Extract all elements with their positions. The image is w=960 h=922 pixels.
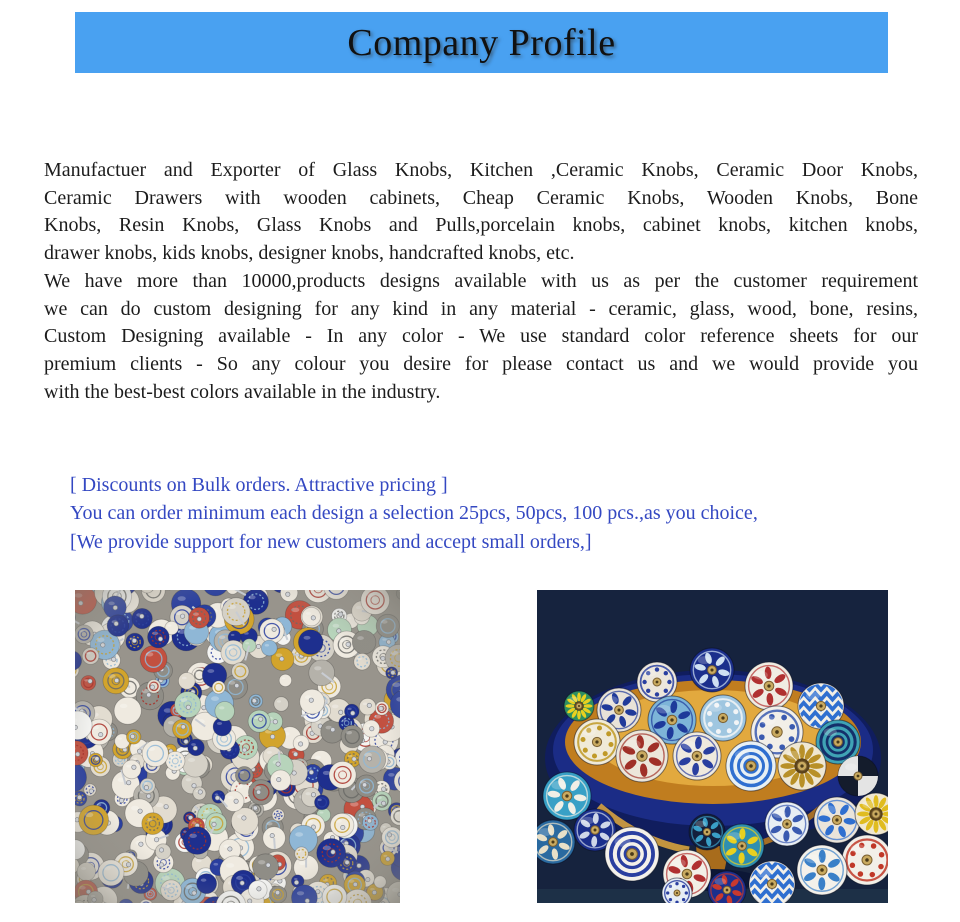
description-line: Knobs, Resin Knobs, Glass Knobs and Pulls,porcelain knobs, cabinet knobs, kitchen knobs, [44, 214, 918, 237]
description-line: We have more than 10000,products designs available with us as per the customer requirement [44, 269, 918, 292]
knobs-bowl-illustration [537, 590, 888, 903]
knobs-pile-illustration [75, 590, 400, 903]
knobs-pile-image [75, 590, 400, 903]
description-line: drawer knobs, kids knobs, designer knobs, handcrafted knobs, etc. [44, 242, 575, 265]
description-line: Ceramic Drawers with wooden cabinets, Cheap Ceramic Knobs, Wooden Knobs, Bone [44, 186, 918, 209]
knobs-bowl-image [537, 590, 888, 903]
description-line: Custom Designing available - In any color - We use standard color reference sheets for our [44, 325, 918, 348]
page-title: Company Profile [347, 21, 616, 64]
offer-line: [We provide support for new customers and accept small orders,] [70, 530, 592, 553]
company-description [44, 157, 918, 406]
description-line: we can do custom designing for any kind in any material - ceramic, glass, wood, bone, resins, [44, 297, 918, 320]
description-line: with the best-best colors available in the industry. [44, 380, 441, 403]
description-line: Manufactuer and Exporter of Glass Knobs, Kitchen ,Ceramic Knobs, Ceramic Door Knobs, [44, 159, 918, 181]
description-line: premium clients - So any colour you desire for please contact us and we would provide you [44, 352, 918, 375]
order-offer-text [70, 471, 930, 556]
offer-line: [ Discounts on Bulk orders. Attractive pricing ] [70, 474, 448, 496]
company-profile-banner [75, 12, 888, 73]
offer-line: You can order minimum each design a selection 25pcs, 50pcs, 100 pcs.,as you choice, [70, 502, 758, 525]
